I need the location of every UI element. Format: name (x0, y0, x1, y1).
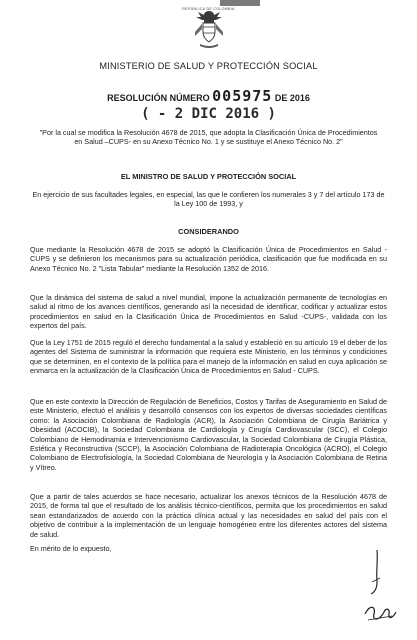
resolution-line (0, 87, 417, 105)
resolution-date: ( - 2 DIC 2016 ) (141, 106, 276, 122)
closing-text: En mérito de lo expuesto, (30, 544, 112, 553)
resolution-summary: "Por la cual se modifica la Resolución 4678 de 2015, que adopta la Clasificación Única de Procedimientos en Salud –CUPS- en su Anexo Técnico No. 1 y se sustituye el Anexo Técnico No. 2" (39, 128, 378, 147)
paragraph-1: Que mediante la Resolución 4678 de 2015 se adoptó la Clasificación Única de Procedimientos en Salud - CUPS y se definieron los mecanismos para su actualización periódica, clasificación que fue modificada en su Anexo Técnico No. 2 "Lista Tabular" mediante la Resolución 1352 de 2016. (30, 245, 387, 273)
authority-text: En ejercicio de sus facultades legales, en especial, las que le confieren los numerales 3 y 7 del artículo 173 de la Ley 100 de 1993, y (32, 190, 385, 209)
resolution-year: DE 2016 (274, 93, 310, 103)
paragraph-2: Que la dinámica del sistema de salud a nivel mundial, impone la actualización permanente de tecnologías en salud al ritmo de los avances científicos, generando así la necesidad de identificar, codificar y actualizar estos procedimientos en salud en la Clasificación Única de Procedimientos en Salud -CUPS-, validada con los expertos del país. (30, 293, 387, 331)
authority-heading: EL MINISTRO DE SALUD Y PROTECCIÓN SOCIAL (120, 172, 297, 181)
ministry-heading: MINISTERIO DE SALUD Y PROTECCIÓN SOCIAL (99, 61, 318, 71)
initial-mark (368, 548, 384, 596)
coat-of-arms-icon (192, 2, 226, 52)
republic-label: REPÚBLICA DE COLOMBIA (182, 7, 235, 11)
paragraph-3: Que la Ley 1751 de 2015 reguló el derecho fundamental a la salud y estableció en su artículo 19 el deber de los agentes del Sistema de suministrar la información que requiera este Ministerio, en los términos y condiciones que se determinen, en el contexto de la política para el manejo de la información en salud en cuya aplicación se enmarca en la actualización de la Clasificación Única de Procedimientos en Salud - CUPS. (30, 338, 387, 376)
paragraph-5: Que a partir de tales acuerdos se hace necesario, actualizar los anexos técnicos de la Resolución 4678 de 2015, de forma tal que el resultado de los análisis técnico-científicos, permita que los procedimientos en salud sean estandarizados de acuerdo con la práctica clínica actual y las necesidades en salud del país con el objetivo de contribuir a la implementación de un lenguaje homogéneo entre los diferentes actores del sistema de salud. (30, 492, 387, 539)
considerando-heading: CONSIDERANDO (178, 227, 239, 236)
resolution-label: RESOLUCIÓN NÚMERO (107, 93, 210, 103)
scan-mark (220, 0, 260, 6)
signature-mark (362, 600, 398, 626)
resolution-number: 005975 (212, 87, 273, 105)
paragraph-4: Que en este contexto la Dirección de Regulación de Beneficios, Costos y Tarifas de Aseguramiento en Salud de este Ministerio, efectuó el análisis y desarrolló consensos con los expertos de diversas sociedades científicas como: la Asociación Colombiana de Radiología (ACR), la Asociación Colombiana de Cirugía Bariátrica y Obesidad (ACOCIB), la Sociedad Colombiana de Cardiología y Cirugía Cardiovascular (SCC), el Colegio Colombiano de Hemodinamia e Intervencionismo Cardiovascular, la Sociedad Colombiana de Cirugía Plástica, Estética y Reconstructiva (SCCP), la Asociación Colombiana de Radioterapia Oncológica (ACRO), el Colegio Colombiano de Electrofisiología, la Sociedad Colombiana de Neurología y la Asociación Colombiana de Retina y Vítreo. (30, 397, 387, 472)
